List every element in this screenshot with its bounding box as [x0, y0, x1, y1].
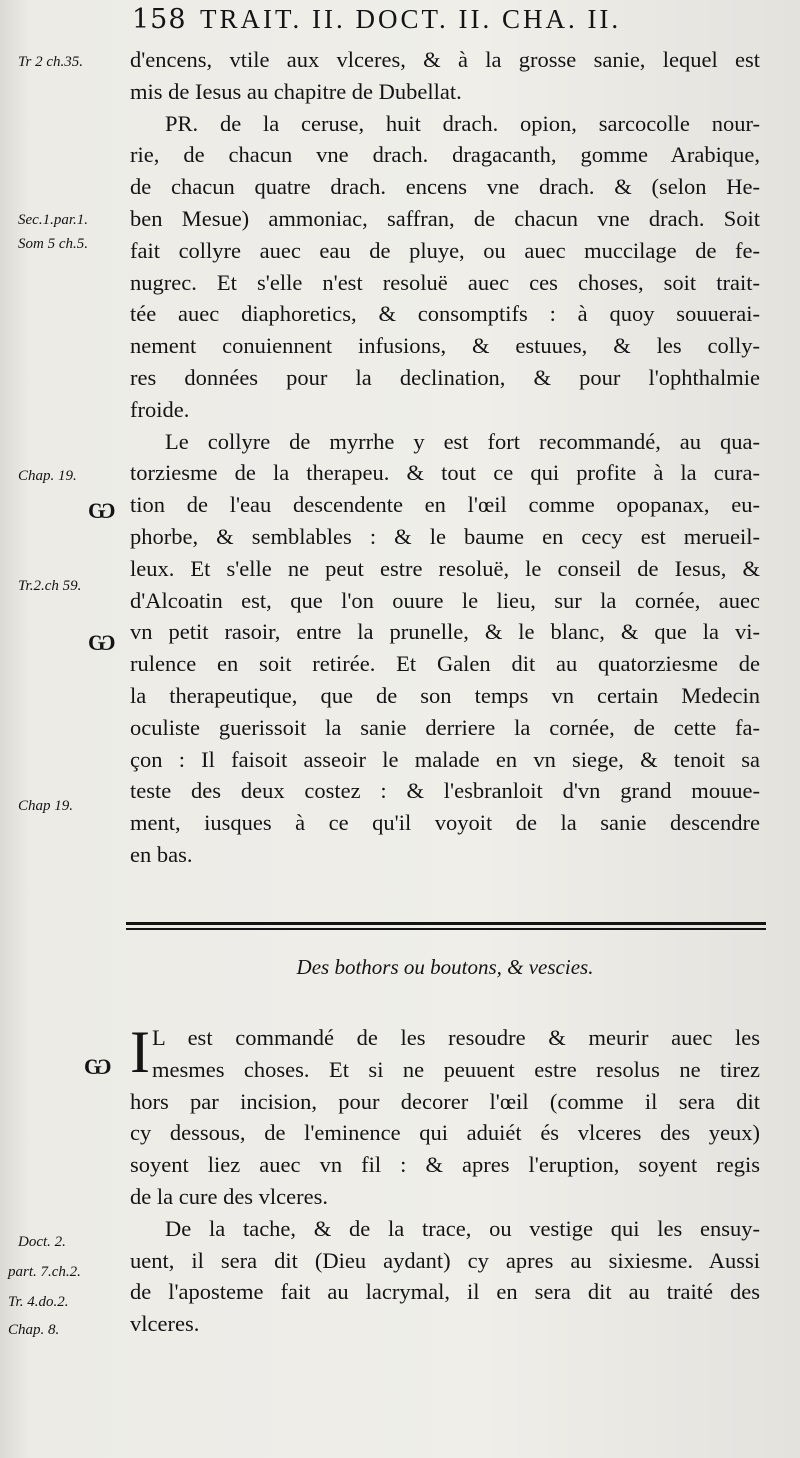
text-line: L est commandé de les resoudre & meurir auec les [152, 1025, 760, 1050]
text-line: hors par incision, pour decorer l'œil (comme il sera dit [130, 1088, 760, 1114]
text-line: en bas. [130, 841, 193, 867]
text-line: cy dessous, de l'eminence qui aduiét és vlceres des yeux) [130, 1120, 760, 1146]
text-line: froide. [130, 396, 190, 422]
margin-notes [0, 0, 125, 1458]
pointer-glyph-icon: Ѡ [88, 498, 116, 524]
margin-note: Chap. 19. [18, 468, 77, 484]
pointer-glyph-icon: Ѡ [84, 1054, 112, 1080]
text-line: tée auec diaphoretics, & consomptifs : à quoy souuerai- [130, 301, 760, 327]
text-line: d'encens, vtile aux vlceres, & à la grosse sanie, lequel est [130, 47, 760, 72]
text-line: de chacun quatre drach. encens vne drach. & (selon He- [130, 174, 760, 200]
main-text-bottom [130, 1019, 760, 1340]
pointer-glyph-icon: Ѡ [88, 630, 116, 656]
drop-capital: I [130, 1019, 150, 1085]
text-line: torziesme de la therapeu. & tout ce qui profite à la cura- [130, 460, 760, 486]
text-line: de l'aposteme fait au lacrymal, il en sera dit au traité des [130, 1279, 760, 1305]
margin-note: Som 5 ch.5. [18, 236, 88, 252]
running-head: TRAIT. II. DOCT. II. CHA. II. [200, 4, 622, 34]
section-heading: Des bothors ou boutons, & vescies. [296, 955, 594, 979]
text-line: De la tache, & de la trace, ou vestige qui les ensuy- [165, 1215, 760, 1241]
text-line: vn petit rasoir, entre la prunelle, & le blanc, & que la vi- [130, 619, 760, 645]
section-divider [126, 922, 766, 932]
margin-note: Tr 2 ch.35. [18, 54, 84, 70]
page-number: 158 [132, 4, 187, 35]
text-line: vlceres. [130, 1311, 200, 1337]
text-line: fait collyre auec eau de pluye, ou auec muccilage de fe- [130, 237, 760, 263]
text-line: d'Alcoatin est, que l'on ouure le lieu, sur la cornée, auec [130, 587, 760, 613]
text-line: Le collyre de myrrhe y est fort recommandé, au qua- [165, 428, 760, 454]
main-text-top [130, 44, 760, 871]
text-line: oculiste guerissoit la sanie derriere la cornée, de cette fa- [130, 714, 760, 740]
text-line: ment, iusques à ce qu'il voyoit de la sanie descendre [130, 810, 760, 836]
text-line: mesmes choses. Et si ne peuuent estre resolus ne tirez [152, 1056, 760, 1082]
margin-note: Tr.2.ch 59. [18, 578, 82, 594]
text-line: soyent liez auec vn fil : & apres l'eruption, soyent regis [130, 1152, 760, 1178]
margin-note: Doct. 2. [18, 1234, 66, 1250]
text-line: rulence en soit retirée. Et Galen dit au quatorziesme de [130, 651, 760, 677]
text-line: tion de l'eau descendente en l'œil comme opopanax, eu- [130, 492, 760, 518]
text-line: res données pour la declination, & pour l'ophthalmie [130, 364, 760, 390]
text-line: leux. Et s'elle ne peut estre resoluë, le conseil de Iesus, & [130, 555, 760, 581]
margin-note: Chap. 8. [8, 1322, 60, 1338]
margin-note: Chap 19. [18, 798, 74, 814]
margin-note: part. 7.ch.2. [8, 1264, 81, 1280]
text-line: mis de Iesus au chapitre de Dubellat. [130, 78, 462, 104]
text-line: nement conuiennent infusions, & estuues, & les colly- [130, 333, 760, 359]
text-line: ben Mesue) ammoniac, saffran, de chacun vne drach. Soit [130, 205, 760, 231]
text-line: nugrec. Et s'elle n'est resoluë auec ces choses, soit trait- [130, 269, 760, 295]
text-line: teste des deux costez : & l'esbranloit d'vn grand mouue- [130, 778, 760, 804]
text-line: de la cure des vlceres. [130, 1183, 329, 1209]
margin-note: Tr. 4.do.2. [8, 1294, 69, 1310]
text-line: rie, de chacun vne drach. dragacanth, gomme Arabique, [130, 142, 760, 168]
text-line: uent, il sera dit (Dieu aydant) cy apres au sixiesme. Aussi [130, 1247, 760, 1273]
text-line: PR. de la ceruse, huit drach. opion, sarcocolle nour- [165, 110, 760, 136]
text-line: la therapeutique, que de son temps vn certain Medecin [130, 682, 760, 708]
text-line: phorbe, & semblables : & le baume en cecy est merueil- [130, 523, 760, 549]
text-line: çon : Il faisoit asseoir le malade en vn siege, & tenoit sa [130, 746, 760, 772]
margin-note: Sec.1.par.1. [18, 212, 88, 228]
